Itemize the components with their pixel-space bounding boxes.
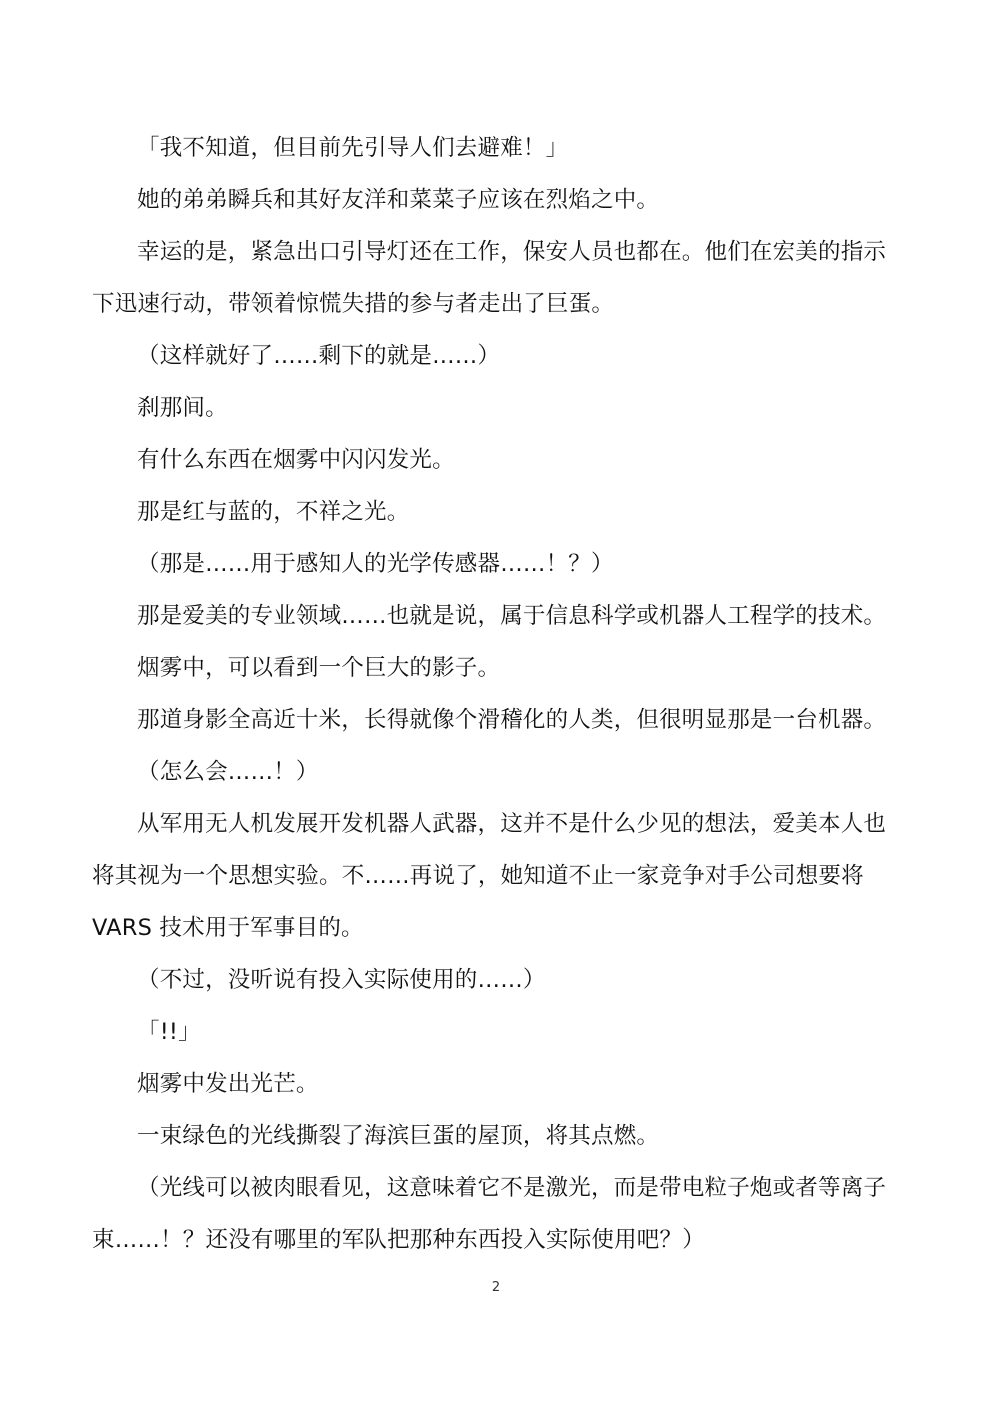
paragraph-line: 幸运的是，紧急出口引导灯还在工作，保安人员也都在。他们在宏美的指示 [137,239,887,265]
paragraph-line: 那道身影全高近十米，长得就像个滑稽化的人类，但很明显那是一台机器。 [137,707,887,733]
page-number: 2 [491,1280,501,1295]
paragraph-line: 烟雾中，可以看到一个巨大的影子。 [137,655,501,681]
paragraph [92,330,904,382]
paragraph [92,382,904,434]
paragraph-line: 「我不知道，但目前先引导人们去避难！」 [137,135,569,161]
paragraph-line: 她的弟弟瞬兵和其好友洋和菜菜子应该在烈焰之中。 [137,187,660,213]
paragraph-line: 束……！？还没有哪里的军队把那种东西投入实际使用吧？） [92,1227,705,1253]
paragraph-line: 那是红与蓝的，不祥之光。 [137,499,410,525]
paragraph-line: （怎么会……！） [137,759,319,785]
paragraph [92,226,904,330]
paragraph [92,954,904,1006]
paragraph [92,746,904,798]
paragraph [92,798,904,954]
paragraph [92,590,904,642]
paragraph-line: 一束绿色的光线撕裂了海滨巨蛋的屋顶，将其点燃。 [137,1123,660,1149]
paragraph-line: 那是爱美的专业领域……也就是说，属于信息科学或机器人工程学的技术。 [137,603,887,629]
paragraph [92,538,904,590]
paragraph-line: 从军用无人机发展开发机器人武器，这并不是什么少见的想法，爱美本人也 [137,811,887,837]
paragraph [92,1058,904,1110]
paragraph-line: 下迅速行动，带领着惊慌失措的参与者走出了巨蛋。 [92,291,615,317]
paragraph-line: VARS 技术用于军事目的。 [92,915,364,941]
paragraph-line: （那是……用于感知人的光学传感器……！？） [137,551,614,577]
paragraph [92,174,904,226]
paragraph [92,122,904,174]
paragraph-line: 有什么东西在烟雾中闪闪发光。 [137,447,455,473]
paragraph-line: （这样就好了……剩下的就是……） [137,343,501,369]
paragraph-line: 刹那间。 [137,395,228,421]
paragraph-line: （光线可以被肉眼看见，这意味着它不是激光，而是带电粒子炮或者等离子 [137,1175,887,1201]
paragraph [92,434,904,486]
paragraph [92,642,904,694]
paragraph [92,1006,904,1058]
paragraph [92,694,904,746]
paragraph-line: 将其视为一个思想实验。不……再说了，她知道不止一家竞争对手公司想要将 [92,863,864,889]
paragraph-line: 「!!」 [137,1019,201,1045]
paragraph [92,1110,904,1162]
paragraph-line: （不过，没听说有投入实际使用的……） [137,967,546,993]
paragraph [92,1162,904,1266]
paragraph [92,486,904,538]
paragraph-line: 烟雾中发出光芒。 [137,1071,319,1097]
